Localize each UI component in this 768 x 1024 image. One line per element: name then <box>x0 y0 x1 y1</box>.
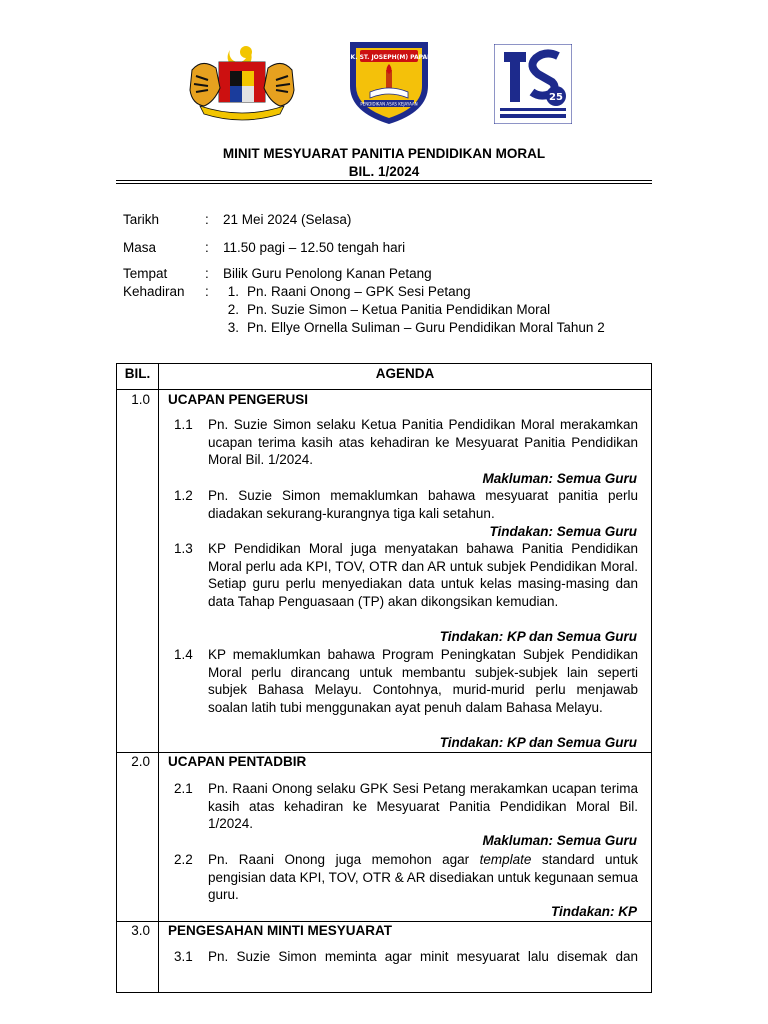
meta-tarikh <box>123 211 663 229</box>
item-number: 1.1 <box>174 417 193 432</box>
item-text: Pn. Raani Onong selaku GPK Sesi Petang merakamkan ucapan terima kasih atas kehadiran ke Mesyuarat Panitia Pendidikan Moral Bil. 1/2024. <box>208 781 638 832</box>
attendee-name: Pn. Ellye Ornella Suliman – Guru Pendidikan Moral Tahun 2 <box>247 320 605 335</box>
item-number: 2.2 <box>174 852 193 867</box>
col-header-bil: BIL. <box>124 366 151 381</box>
action-note: Makluman: Semua Guru <box>482 471 637 486</box>
section-title: UCAPAN PENGERUSI <box>168 392 309 407</box>
item-text: Pn. Suzie Simon meminta agar minit mesyuarat lalu disemak dan <box>208 949 638 964</box>
attendee-item <box>223 283 663 301</box>
section-title: PENGESAHAN MINTI MESYUARAT <box>168 923 393 938</box>
section-number: 2.0 <box>131 754 150 769</box>
section-number: 3.0 <box>131 923 150 938</box>
masa-label: Masa <box>123 240 157 255</box>
tarikh-label: Tarikh <box>123 212 160 227</box>
svg-text:SK. ST. JOSEPH(M) PAPAR: SK. ST. JOSEPH(M) PAPAR <box>346 54 432 61</box>
ts25-logo <box>494 44 572 124</box>
item-text: Pn. Suzie Simon selaku Ketua Panitia Pendidikan Moral merakamkan ucapan terima kasih atas kehadiran ke Mesyuarat Panitia Pendidikan Moral Bil. 1/2024. <box>208 417 638 468</box>
item-text: KP memaklumkan bahawa Program Peningkatan Subjek Pendidikan Moral perlu dirancang untuk membantu subjek-subjek lain seperti subjek Bahasa Melayu. Contohnya, murid-murid perlu menjawab soalan latih tubi menggunakan ayat penuh dalam Bahasa Melayu. <box>208 647 638 715</box>
svg-text:PENDIDIKAN ASAS KEJAYAAN: PENDIDIKAN ASAS KEJAYAAN <box>360 101 418 107</box>
attendee-number: 2. <box>227 302 239 317</box>
meta-tempat <box>123 265 663 283</box>
title-rule-top <box>116 180 652 181</box>
colon: : <box>205 284 209 299</box>
attendee-item <box>223 301 663 319</box>
svg-text:25: 25 <box>549 92 563 103</box>
action-note: Tindakan: Semua Guru <box>489 524 637 539</box>
item-number: 1.3 <box>174 541 193 556</box>
action-note: Tindakan: KP <box>550 904 637 919</box>
action-note: Tindakan: KP dan Semua Guru <box>439 629 637 644</box>
tempat-label: Tempat <box>123 266 168 281</box>
title-rule-bottom <box>116 183 652 184</box>
item-text: KP Pendidikan Moral juga menyatakan bahawa Panitia Pendidikan Moral perlu ada KPI, TOV, OTR dan AR untuk subjek Pendidikan Moral. Setiap guru perlu menyediakan data untuk kelas masing-masing dan data Tahap Penguasaan (TP) akan dikongsikan kemudian. <box>208 541 638 609</box>
colon: : <box>205 266 209 281</box>
item-text-part: Pn. Raani Onong juga memohon agar <box>208 852 480 867</box>
malaysia-crest-logo <box>186 40 298 122</box>
action-note: Makluman: Semua Guru <box>482 833 637 848</box>
action-note: Tindakan: KP dan Semua Guru <box>439 735 637 750</box>
tempat-value: Bilik Guru Penolong Kanan Petang <box>223 266 432 281</box>
attendee-number: 1. <box>227 284 239 299</box>
masa-value: 11.50 pagi – 12.50 tengah hari <box>223 240 406 255</box>
item-number: 3.1 <box>174 949 193 964</box>
row-divider <box>117 921 651 922</box>
section-title: UCAPAN PENTADBIR <box>168 754 307 769</box>
tarikh-value: 21 Mei 2024 (Selasa) <box>223 212 352 227</box>
header-divider <box>117 389 651 390</box>
item-number: 2.1 <box>174 781 193 796</box>
item-text <box>208 851 638 904</box>
attendee-number: 3. <box>227 320 239 335</box>
section-number: 1.0 <box>131 392 150 407</box>
agenda-table <box>116 363 652 993</box>
item-number: 1.4 <box>174 647 193 662</box>
item-text-part: standard untuk pengisian data KPI, TOV, OTR & AR disediakan untuk kegunaan semua guru. <box>208 852 638 903</box>
item-text: Pn. Suzie Simon memaklumkan bahawa mesyuarat panitia perlu diadakan sekurang-kurangnya tiga kali setahun. <box>208 488 638 521</box>
attendee-name: Pn. Suzie Simon – Ketua Panitia Pendidikan Moral <box>247 302 551 317</box>
kehadiran-label: Kehadiran <box>123 284 185 299</box>
document-title: MINIT MESYUARAT PANITIA PENDIDIKAN MORAL <box>222 146 546 161</box>
document-number: BIL. 1/2024 <box>348 164 420 179</box>
colon: : <box>205 212 209 227</box>
colon: : <box>205 240 209 255</box>
column-divider <box>158 364 159 992</box>
row-divider <box>117 752 651 753</box>
item-text-italic: template <box>479 852 532 867</box>
school-badge-logo <box>344 36 434 126</box>
item-number: 1.2 <box>174 488 193 503</box>
attendee-item <box>223 319 663 337</box>
meta-masa <box>123 239 663 257</box>
col-header-agenda: AGENDA <box>375 366 435 381</box>
attendee-name: Pn. Raani Onong – GPK Sesi Petang <box>247 284 471 299</box>
